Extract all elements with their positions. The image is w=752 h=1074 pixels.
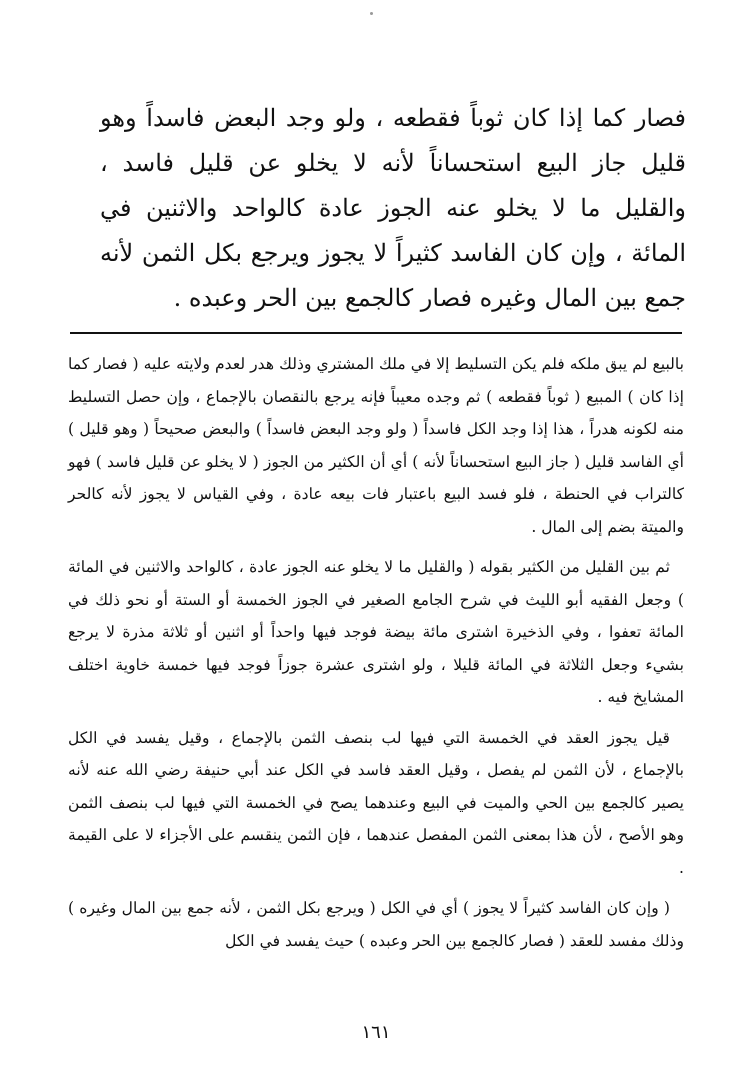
commentary-paragraph: ( وإن كان الفاسد كثيراً لا يجوز ) أي في الكل ( ويرجع بكل الثمن ، لأنه جمع بين المال وغيره ) وذلك مفسد للعقد ( فصار كالجمع بين الحر وعبده ) حيث يفسد في الكل xyxy=(68,899,684,950)
page-number: ١٦١ xyxy=(361,1022,391,1043)
main-text-block xyxy=(100,96,686,321)
commentary-paragraph: ثم بين القليل من الكثير بقوله ( والقليل ما لا يخلو عنه الجوز عادة ، كالواحد والاثنين في المائة ) وجعل الفقيه أبو الليث في شرح الجامع الصغير في الجوز الخمسة أو الستة أو نحو ذلك في المائة تعفوا ، وفي الذخيرة اشترى مائة بيضة فوجد فيها واحداً أو اثنين أو ثلاثة مذرة لا يرجع بشيء وجعل الثلاثة في المائة قليلا ، ولو اشترى عشرة جوزاً فوجد فيها خمسة خاوية اختلف المشايخ فيه . xyxy=(68,558,684,706)
commentary-paragraph: بالبيع لم يبق ملكه فلم يكن التسليط إلا في ملك المشتري وذلك هدر لعدم ولايته عليه ( فصار كما إذا كان ) المبيع ( ثوباً فقطعه ) ثم وجده معيباً فإنه يرجع بالنقصان بالإجماع ، وإن حصل التسليط منه لكونه هدراً ، هذا إذا وجد الكل فاسداً ( ولو وجد البعض فاسداً ) والبعض صحيحاً ( وهو قليل ) أي الفاسد قليل ( جاز البيع استحساناً لأنه ) أي أن الكثير من الجوز ( لا يخلو عن قليل فاسد ) فهو كالتراب في الحنطة ، فلو فسد البيع باعتبار فات بيعه عادة ، وفي القياس لا يجوز لأنه كالحر والميتة بضم إلى المال . xyxy=(68,355,684,536)
main-text-paragraph: فصار كما إذا كان ثوباً فقطعه ، ولو وجد البعض فاسداً وهو قليل جاز البيع استحساناً لأنه لا يخلو عن قليل فاسد ، والقليل ما لا يخلو عنه الجوز عادة كالواحد والاثنين في المائة ، وإن كان الفاسد كثيراً لا يجوز ويرجع بكل الثمن لأنه جمع بين المال وغيره فصار كالجمع بين الحر وعبده . xyxy=(100,104,687,312)
commentary-block xyxy=(68,348,684,965)
scan-speck xyxy=(370,12,373,15)
section-divider xyxy=(70,332,682,334)
commentary-paragraph: قيل يجوز العقد في الخمسة التي فيها لب بنصف الثمن بالإجماع ، وقيل يفسد في الكل بالإجماع ، لأن الثمن لم يفصل ، وقيل العقد فاسد في الكل عند أبي حنيفة رضي الله عنه لأنه يصير كالجمع بين الحي والميت في البيع وعندهما يصح في الخمسة التي فيها لب بنصف الثمن وهو الأصح ، لأن هذا بمعنى الثمن المفصل عندهما ، فإن الثمن ينقسم على الأجزاء لا على القيمة . xyxy=(68,728,684,877)
